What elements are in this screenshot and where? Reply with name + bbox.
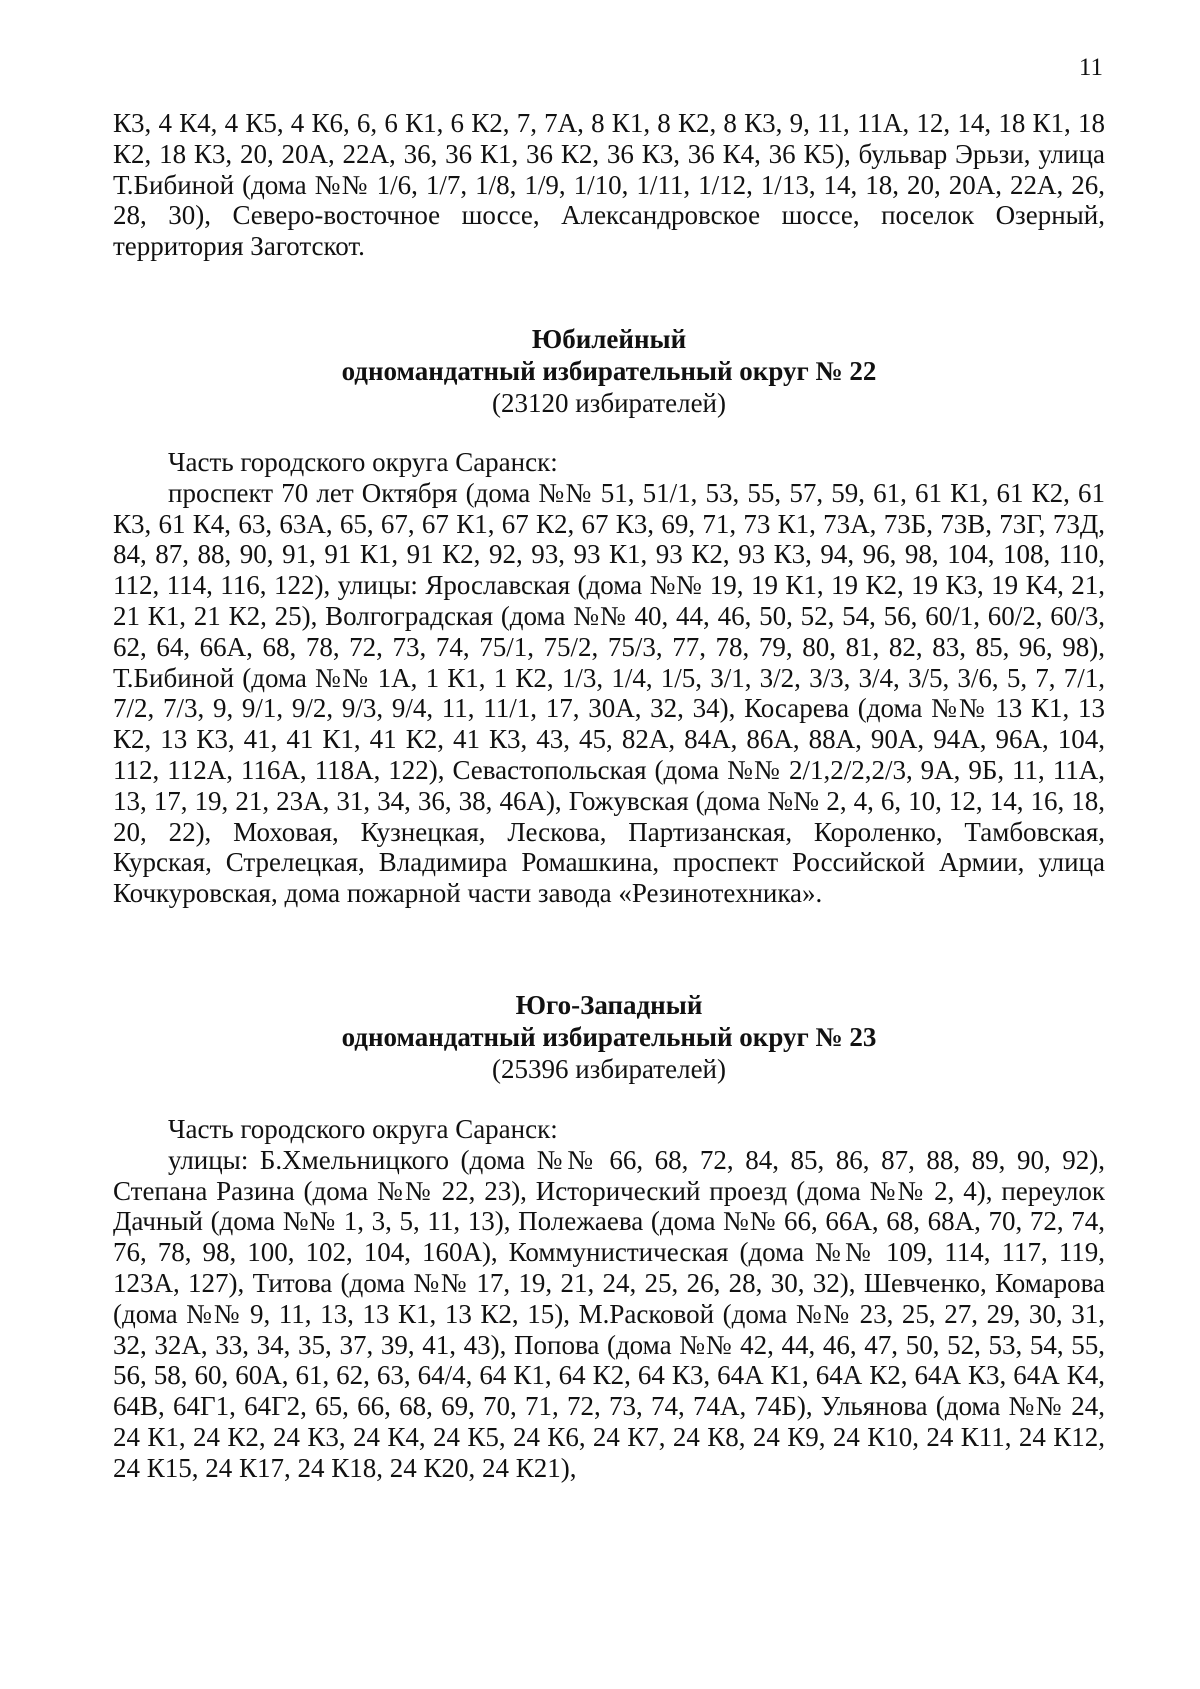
page-number: 11 <box>1078 54 1103 81</box>
district-subtitle: одномандатный избирательный округ № 23 <box>341 1022 877 1052</box>
top-continuation-text: К3, 4 К4, 4 К5, 4 К6, 6, 6 К1, 6 К2, 7, 7А, 8 К1, 8 К2, 8 К3, 9, 11, 11А, 12, 14, 18 К1, 18 К2, 18 К3, 20, 20А, 22А, 36, 36 К1, 36 К2, 36 К3, 36 К4, 36 К5), бульвар Эрьзи, улица Т.Бибиной (дома №№ 1/6, 1/7, 1/8, 1/9, 1/10, 1/11, 1/12, 1/13, 14, 18, 20, 20А, 22А, 26, 28, 30), Северо-восточное шоссе, Александровское шоссе, поселок Озерный, территория Заготскот. <box>113 108 1105 262</box>
district-voter-count: (23120 избирателей) <box>491 388 726 418</box>
section-body-22 <box>113 447 1105 909</box>
section-intro: Часть городского округа Саранск: <box>168 1114 558 1144</box>
section-heading-23 <box>113 989 1105 1085</box>
district-subtitle: одномандатный избирательный округ № 22 <box>341 356 877 386</box>
district-name: Юбилейный <box>531 324 687 354</box>
section-body-23 <box>113 1114 1105 1484</box>
section-heading-22 <box>113 323 1105 419</box>
section-intro: Часть городского округа Саранск: <box>168 447 558 477</box>
district-name: Юго-Западный <box>515 990 703 1020</box>
section-address-list: проспект 70 лет Октября (дома №№ 51, 51/1, 53, 55, 57, 59, 61, 61 К1, 61 К2, 61 К3, 61 К4, 63, 63А, 65, 67, 67 К1, 67 К2, 67 К3, 69, 71, 73 К1, 73А, 73Б, 73В, 73Г, 73Д, 84, 87, 88, 90, 91, 91 К1, 91 К2, 92, 93, 93 К1, 93 К2, 93 К3, 94, 96, 98, 104, 108, 110, 112, 114, 116, 122), улицы: Ярославская (дома №№ 19, 19 К1, 19 К2, 19 К3, 19 К4, 21, 21 К1, 21 К2, 25), Волгоградская (дома №№ 40, 44, 46, 50, 52, 54, 56, 60/1, 60/2, 60/3, 62, 64, 66А, 68, 78, 72, 73, 74, 75/1, 75/2, 75/3, 77, 78, 79, 80, 81, 82, 83, 85, 96, 98), Т.Бибиной (дома №№ 1А, 1 К1, 1 К2, 1/3, 1/4, 1/5, 3/1, 3/2, 3/3, 3/4, 3/5, 3/6, 5, 7, 7/1, 7/2, 7/3, 9, 9/1, 9/2, 9/3, 9/4, 11, 11/1, 17, 30А, 32, 34), Косарева (дома №№ 13 К1, 13 К2, 13 К3, 41, 41 К1, 41 К2, 41 К3, 43, 45, 82А, 84А, 86А, 88А, 90А, 94А, 96А, 104, 112, 112А, 116А, 118А, 122), Севастопольская (дома №№ 2/1,2/2,2/3, 9А, 9Б, 11, 11А, 13, 17, 19, 21, 23А, 31, 34, 36, 38, 46А), Гожувская (дома №№ 2, 4, 6, 10, 12, 14, 16, 18, 20, 22), Моховая, Кузнецкая, Лескова, Партизанская, Короленко, Тамбовская, Курская, Стрелецкая, Владимира Ромашкина, проспект Российской Армии, улица Кочкуровская, дома пожарной части завода «Резинотехника». <box>113 477 1105 909</box>
district-voter-count: (25396 избирателей) <box>491 1054 726 1084</box>
section-address-list: улицы: Б.Хмельницкого (дома №№ 66, 68, 72, 84, 85, 86, 87, 88, 89, 90, 92), Степана Разина (дома №№ 22, 23), Исторический проезд (дома №№ 2, 4), переулок Дачный (дома №№ 1, 3, 5, 11, 13), Полежаева (дома №№ 66, 66А, 68, 68А, 70, 72, 74, 76, 78, 98, 100, 102, 104, 160А), Коммунистическая (дома №№ 109, 114, 117, 119, 123А, 127), Титова (дома №№ 17, 19, 21, 24, 25, 26, 28, 30, 32), Шевченко, Комарова (дома №№ 9, 11, 13, 13 К1, 13 К2, 15), М.Расковой (дома №№ 23, 25, 27, 29, 30, 31, 32, 32А, 33, 34, 35, 37, 39, 41, 43), Попова (дома №№ 42, 44, 46, 47, 50, 52, 53, 54, 55, 56, 58, 60, 60А, 61, 62, 63, 64/4, 64 К1, 64 К2, 64 К3, 64А К1, 64А К2, 64А К3, 64А К4, 64В, 64Г1, 64Г2, 65, 66, 68, 69, 70, 71, 72, 73, 74, 74А, 74Б), Ульянова (дома №№ 24, 24 К1, 24 К2, 24 К3, 24 К4, 24 К5, 24 К6, 24 К7, 24 К8, 24 К9, 24 К10, 24 К11, 24 К12, 24 К15, 24 К17, 24 К18, 24 К20, 24 К21), <box>113 1144 1105 1483</box>
top-continuation-block <box>113 108 1105 262</box>
